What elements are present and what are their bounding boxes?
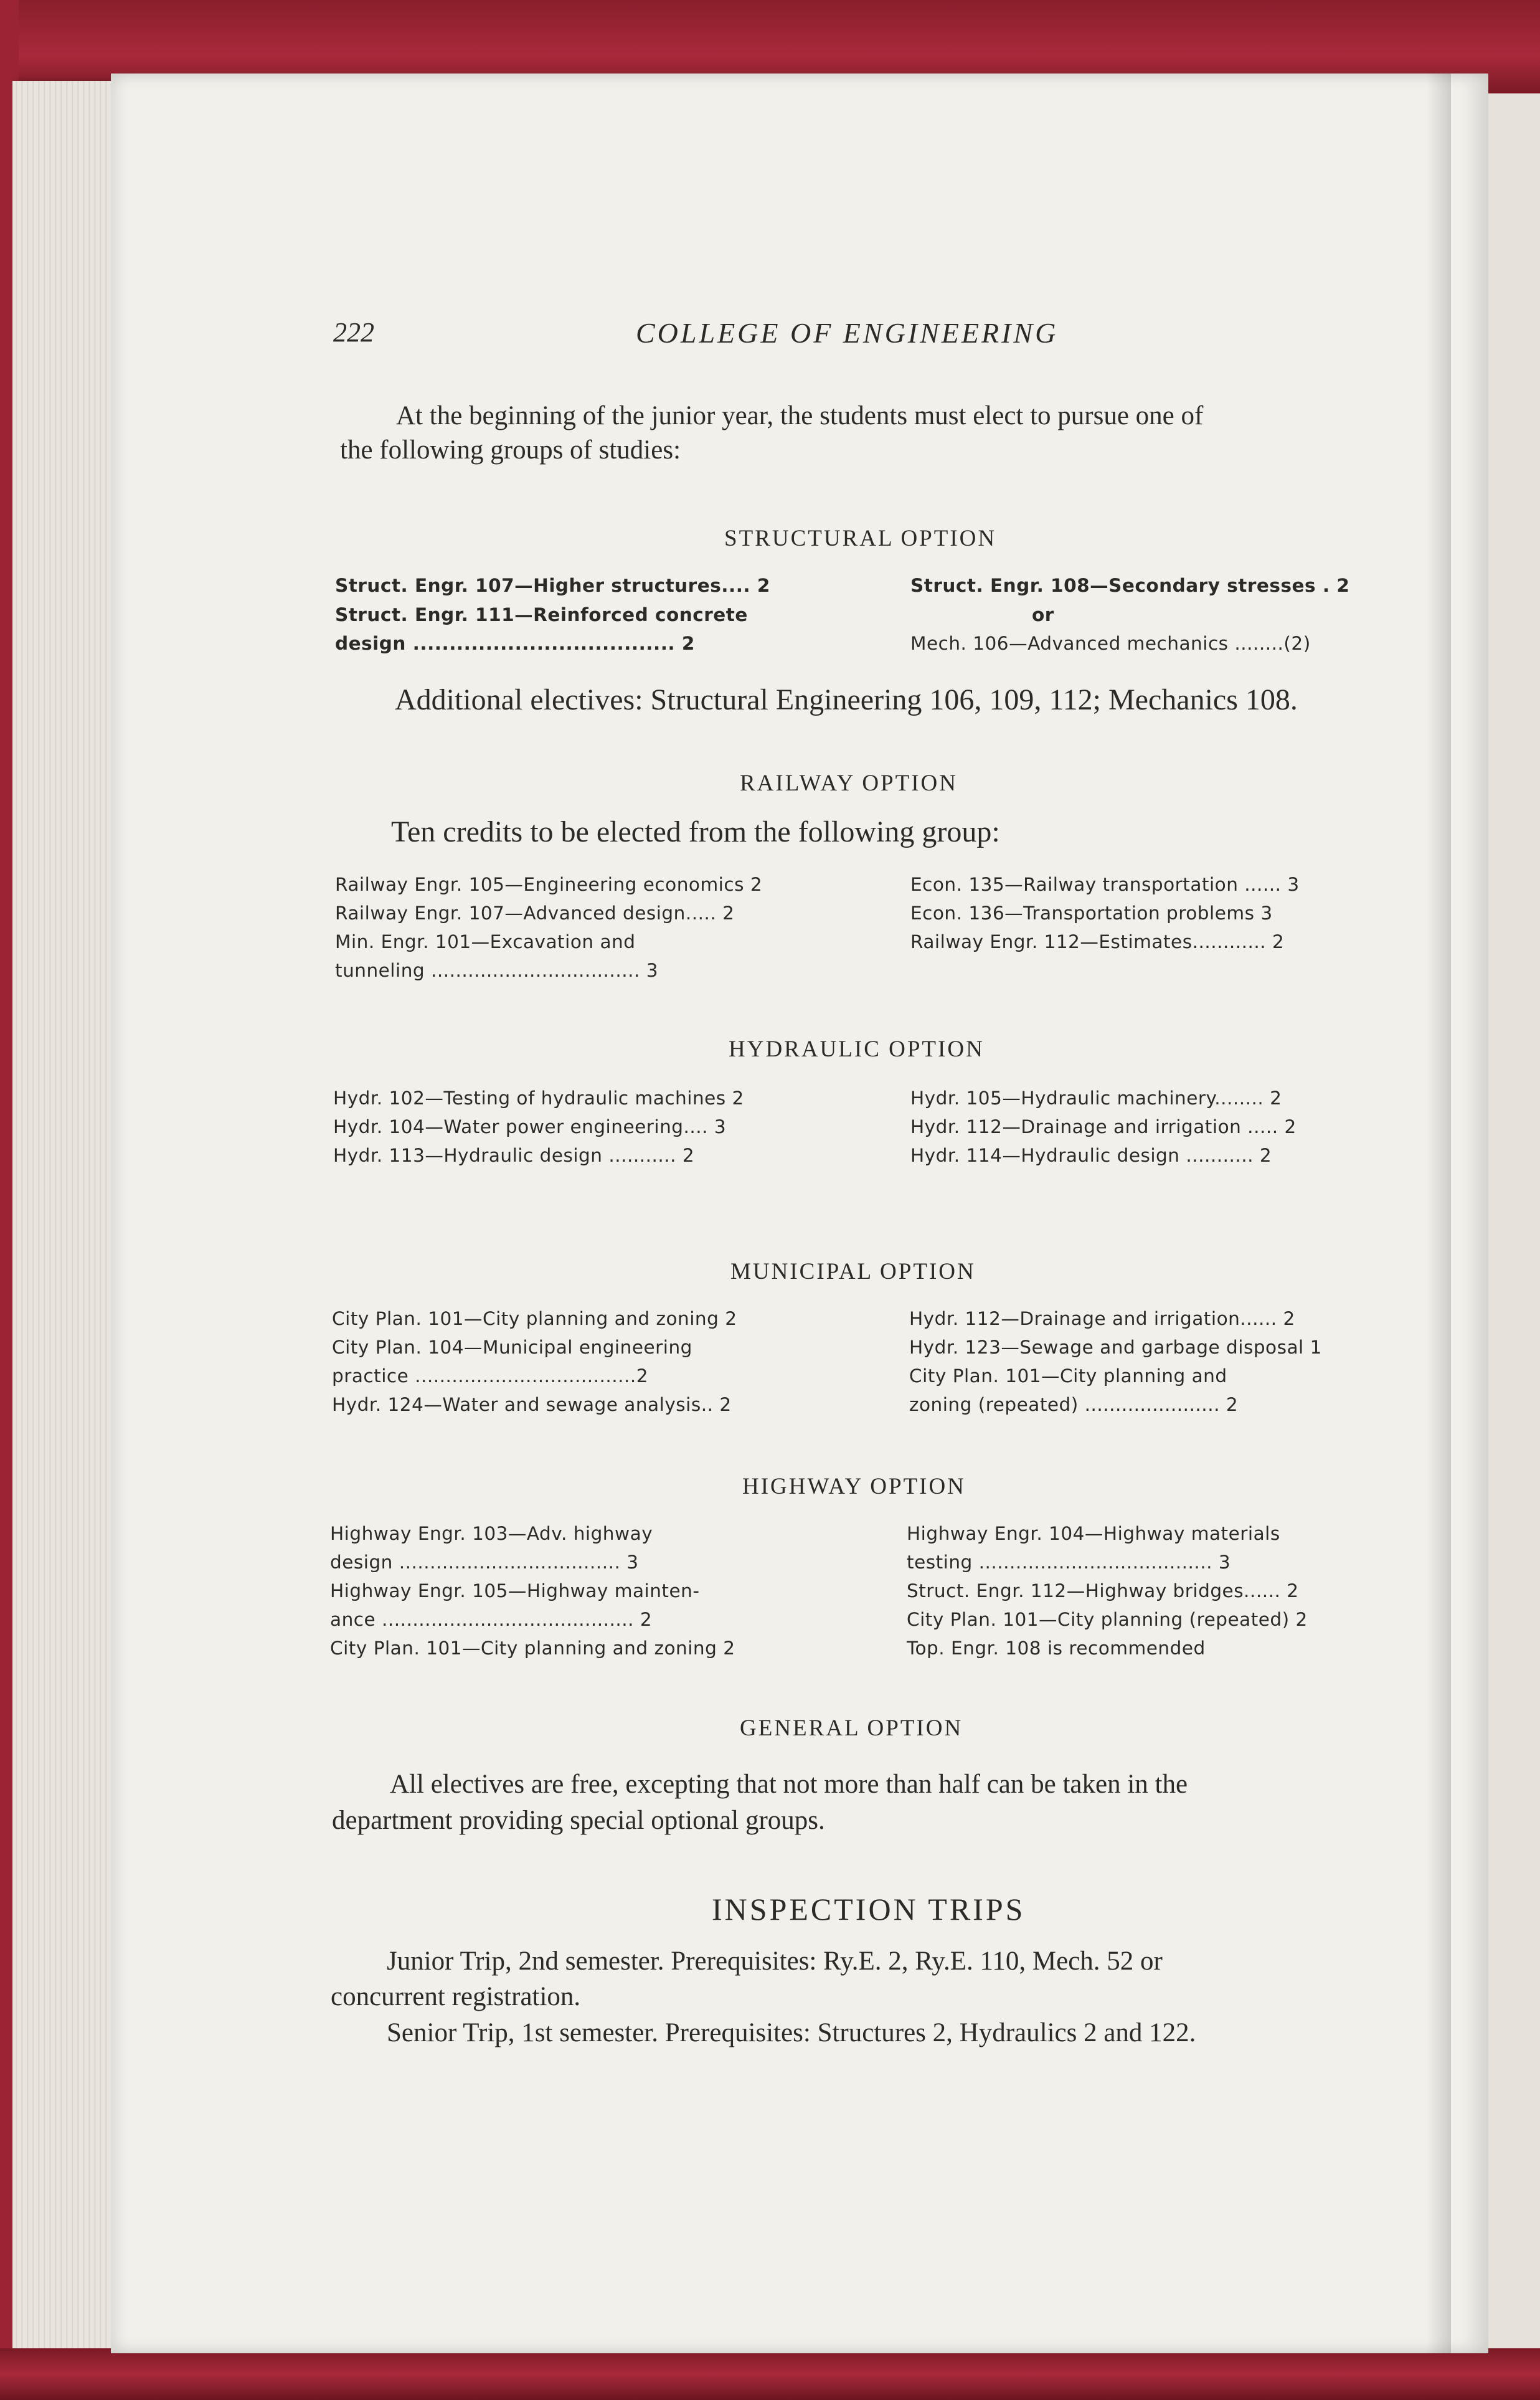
section-heading-hydraulic: HYDRAULIC OPTION (729, 1036, 985, 1062)
course-line: Hydr. 112—Drainage and irrigation ..... 2 (910, 1116, 1297, 1137)
course-line: Econ. 136—Transportation problems 3 (910, 903, 1273, 924)
course-line: Hydr. 102—Testing of hydraulic machines 2 (333, 1088, 744, 1109)
course-line: or (1032, 604, 1054, 625)
course-line: Highway Engr. 103—Adv. highway (330, 1523, 653, 1544)
general-line-2: department providing special optional groups. (332, 1806, 825, 1835)
course-line: Hydr. 114—Hydraulic design ........... 2 (910, 1145, 1272, 1166)
course-line: Econ. 135—Railway transportation ...... 3 (910, 874, 1300, 895)
course-line: testing ...................................... 3 (907, 1552, 1231, 1573)
section-heading-municipal: MUNICIPAL OPTION (730, 1259, 976, 1284)
section-heading-railway: RAILWAY OPTION (740, 771, 958, 796)
page-edges (12, 81, 112, 2361)
book-page (111, 74, 1488, 2353)
course-line: Hydr. 105—Hydraulic machinery........ 2 (910, 1088, 1282, 1109)
course-line: ance ......................................... 2 (330, 1609, 653, 1630)
course-line: design .................................... 2 (335, 633, 695, 654)
course-line: tunneling .................................. 3 (335, 960, 658, 981)
senior-trip-line: Senior Trip, 1st semester. Prerequisites: Structures 2, Hydraulics 2 and 122. (387, 2018, 1196, 2047)
section-heading-general: GENERAL OPTION (740, 1715, 963, 1741)
section-heading-structural: STRUCTURAL OPTION (724, 526, 997, 551)
course-line: Struct. Engr. 111—Reinforced concrete (335, 604, 748, 625)
junior-trip-line-2: concurrent registration. (331, 1982, 581, 2011)
course-line: City Plan. 101—City planning and zoning 2 (332, 1308, 737, 1329)
page-gutter-shadow (1426, 74, 1451, 2353)
section-heading-highway: HIGHWAY OPTION (742, 1474, 966, 1499)
course-line: Hydr. 112—Drainage and irrigation...... 2 (909, 1308, 1295, 1329)
course-line: Struct. Engr. 108—Secondary stresses . 2 (910, 575, 1350, 596)
course-line: Hydr. 123—Sewage and garbage disposal 1 (909, 1337, 1322, 1358)
junior-trip-line-1: Junior Trip, 2nd semester. Prerequisites: Ry.E. 2, Ry.E. 110, Mech. 52 or (387, 1947, 1163, 1976)
additional-electives: Additional electives: Structural Engineering 106, 109, 112; Mechanics 108. (395, 683, 1298, 716)
course-line: design .................................... 3 (330, 1552, 639, 1573)
page-number: 222 (333, 317, 374, 348)
course-line: practice ....................................2 (332, 1365, 649, 1387)
course-line: Highway Engr. 104—Highway materials (907, 1523, 1280, 1544)
course-line: Mech. 106—Advanced mechanics ........(2) (910, 633, 1311, 654)
course-line: City Plan. 104—Municipal engineering (332, 1337, 692, 1358)
book-binding-bottom (0, 2348, 1540, 2400)
course-line: Railway Engr. 107—Advanced design..... 2 (335, 903, 735, 924)
running-title: COLLEGE OF ENGINEERING (636, 317, 1059, 349)
course-line: Railway Engr. 112—Estimates............ 2 (910, 931, 1285, 952)
course-line: zoning (repeated) ...................... 2 (909, 1394, 1239, 1415)
course-line: Highway Engr. 105—Highway mainten- (330, 1580, 700, 1601)
course-line: Hydr. 104—Water power engineering.... 3 (333, 1116, 727, 1137)
course-line: Struct. Engr. 112—Highway bridges...... 2 (907, 1580, 1299, 1601)
course-line: Min. Engr. 101—Excavation and (335, 931, 636, 952)
intro-line-2: the following groups of studies: (340, 435, 681, 465)
section-heading-inspection: INSPECTION TRIPS (712, 1892, 1026, 1927)
course-line: Struct. Engr. 107—Higher structures.... 2 (335, 575, 770, 596)
facing-page-edge (1482, 93, 1540, 2348)
course-line: City Plan. 101—City planning (repeated) 2 (907, 1609, 1308, 1630)
course-line: Hydr. 113—Hydraulic design ........... 2 (333, 1145, 695, 1166)
course-line: City Plan. 101—City planning and zoning 2 (330, 1638, 735, 1659)
railway-intro: Ten credits to be elected from the following group: (391, 815, 1000, 848)
course-line: Top. Engr. 108 is recommended (907, 1638, 1206, 1659)
course-line: Railway Engr. 105—Engineering economics 2 (335, 874, 763, 895)
intro-line-1: At the beginning of the junior year, the students must elect to pursue one of (396, 401, 1204, 430)
course-line: City Plan. 101—City planning and (909, 1365, 1227, 1387)
general-line-1: All electives are free, excepting that not more than half can be taken in the (390, 1770, 1188, 1799)
course-line: Hydr. 124—Water and sewage analysis.. 2 (332, 1394, 732, 1415)
